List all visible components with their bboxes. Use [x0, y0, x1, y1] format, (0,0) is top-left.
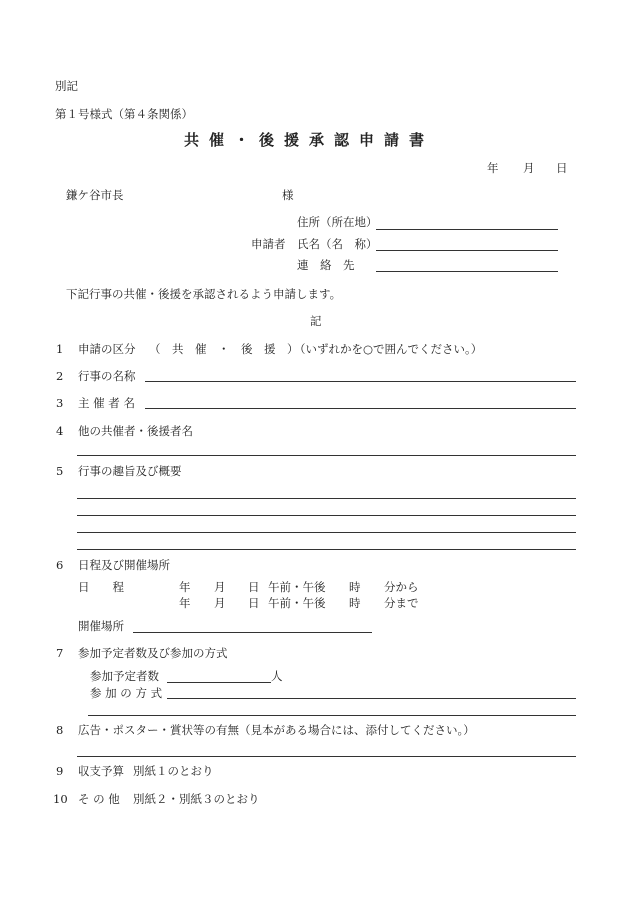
- item-9-value: 別紙１のとおり: [133, 764, 214, 778]
- summary-line-3[interactable]: [77, 532, 576, 533]
- item-8-label: 広告・ポスター・賞状等の有無（見本がある場合には、添付してください。）: [78, 723, 475, 737]
- item-10-number: 10: [53, 792, 68, 806]
- item-1-label: 申請の区分: [78, 342, 136, 356]
- organizer-field[interactable]: [145, 408, 576, 409]
- event-name-field[interactable]: [145, 381, 576, 382]
- item-8-number: 8: [56, 723, 64, 737]
- annex-label: 別記: [55, 79, 78, 93]
- page-title: 共催・後援承認申請書: [184, 131, 435, 149]
- item-9-number: 9: [56, 764, 64, 778]
- request-text: 下記行事の共催・後援を承認されるよう申請します。: [66, 287, 342, 301]
- summary-line-2[interactable]: [77, 515, 576, 516]
- start-day: 日: [248, 580, 260, 594]
- item-6-number: 6: [56, 558, 64, 572]
- start-minute: 分から: [384, 580, 419, 594]
- address-field[interactable]: [376, 229, 558, 230]
- advertising-field[interactable]: [77, 756, 576, 757]
- summary-line-4[interactable]: [77, 549, 576, 550]
- item-3-number: 3: [56, 396, 64, 410]
- method-field[interactable]: [167, 698, 576, 699]
- cosponsor-field[interactable]: [77, 455, 576, 456]
- end-year: 年: [179, 596, 191, 610]
- method-field-2[interactable]: [88, 715, 576, 716]
- name-label: 氏名（名 称）: [297, 237, 378, 251]
- applicant-label: 申請者: [251, 237, 286, 251]
- start-month: 月: [214, 580, 226, 594]
- item-5-number: 5: [56, 464, 64, 478]
- venue-field[interactable]: [133, 632, 372, 633]
- item-10-value: 別紙２・別紙３のとおり: [133, 792, 260, 806]
- schedule-label: 日 程: [78, 580, 124, 594]
- item-9-label: 収支予算: [78, 764, 124, 778]
- addressee-honorific: 様: [282, 188, 294, 202]
- start-ampm[interactable]: 午前・午後: [268, 580, 326, 594]
- date-year: 年: [487, 161, 499, 175]
- ki-marker: 記: [310, 314, 322, 328]
- item-7-label: 参加予定者数及び参加の方式: [78, 646, 228, 660]
- contact-label: 連 絡 先: [297, 258, 355, 272]
- summary-line-1[interactable]: [77, 498, 576, 499]
- item-1-number: 1: [56, 342, 64, 356]
- item-10-label: そ の 他: [78, 792, 120, 806]
- item-7-number: 7: [56, 646, 64, 660]
- addressee-mayor: 鎌ケ谷市長: [66, 188, 124, 202]
- venue-label: 開催場所: [78, 619, 124, 633]
- item-4-number: 4: [56, 424, 64, 438]
- item-1-note: （いずれかを○で囲んでください。）: [294, 342, 483, 356]
- item-2-number: 2: [56, 369, 64, 383]
- end-minute: 分まで: [384, 596, 419, 610]
- item-4-label: 他の共催者・後援者名: [78, 424, 193, 438]
- participants-field[interactable]: [167, 682, 271, 683]
- participants-unit: 人: [271, 669, 283, 683]
- method-label: 参 加 の 方 式: [90, 686, 163, 700]
- end-ampm[interactable]: 午前・午後: [268, 596, 326, 610]
- name-field[interactable]: [376, 250, 558, 251]
- item-5-label: 行事の趣旨及び概要: [78, 464, 182, 478]
- item-3-label: 主 催 者 名: [78, 396, 135, 410]
- start-year: 年: [179, 580, 191, 594]
- date-day: 日: [556, 161, 568, 175]
- participants-label: 参加予定者数: [90, 669, 159, 683]
- item-1-options[interactable]: （ 共 催 ・ 後 援 ）: [149, 342, 299, 356]
- address-label: 住所（所在地）: [297, 215, 378, 229]
- end-month: 月: [214, 596, 226, 610]
- date-month: 月: [523, 161, 535, 175]
- item-2-label: 行事の名称: [78, 369, 136, 383]
- form-number: 第１号様式（第４条関係）: [55, 107, 193, 121]
- end-hour: 時: [349, 596, 361, 610]
- item-6-label: 日程及び開催場所: [78, 558, 170, 572]
- end-day: 日: [248, 596, 260, 610]
- start-hour: 時: [349, 580, 361, 594]
- contact-field[interactable]: [376, 271, 558, 272]
